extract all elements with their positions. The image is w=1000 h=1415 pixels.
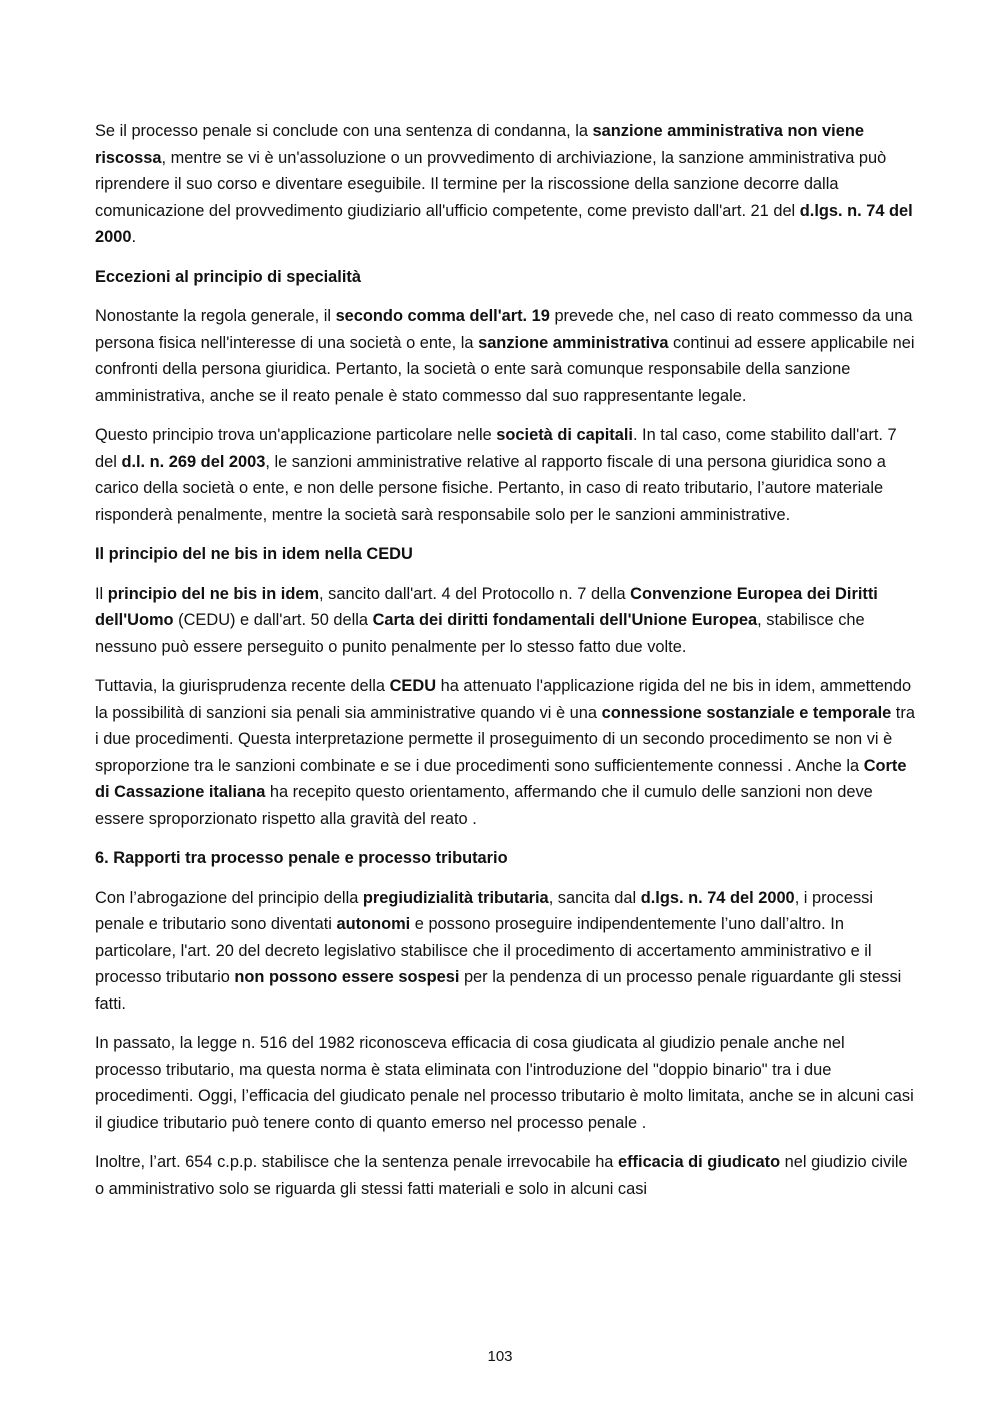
bold-text: principio del ne bis in idem xyxy=(107,584,320,603)
text-span: Inoltre, l’art. 654 c.p.p. stabilisce che la sentenza penale irrevocabile ha xyxy=(95,1153,618,1171)
text-span: In passato, la legge n. 516 del 1982 riconosceva efficacia di cosa giudicata al giudizio penale anche nel processo tributario, ma questa norma è stata eliminata con l'introduzione del "doppio binario" tra i due procedimenti. Oggi, l’efficacia del giudicato penale nel processo tributario è molto limitata, anche se in alcuni casi il giudice tributario può tenere conto di quanto emerso nel processo penale . xyxy=(95,1034,914,1132)
bold-text: autonomi xyxy=(336,915,411,933)
text-span: ha attenuato l'applicazione rigida del ne bis in idem, ammettendo la possibilità di sanzioni sia penali sia amministrative quando vi è una xyxy=(95,677,912,722)
text-span: Se il processo penale si conclude con una sentenza di condanna, la xyxy=(95,122,593,140)
text-span: , stabilisce che nessuno può essere perseguito o punito penalmente per lo stesso fatto due volte. xyxy=(95,611,865,656)
text-span: e possono proseguire indipendentemente l’uno dall’altro. In particolare, l'art. 20 del decreto legislativo stabilisce che il procedimento di accertamento amministrativo e il processo tributario xyxy=(95,915,872,986)
text-span: prevede che, nel caso di reato commesso da una persona fisica nell'interesse di una società o ente, la xyxy=(95,307,913,352)
bold-text: d.lgs. n. 74 del 2000 xyxy=(640,888,795,907)
bold-text: secondo comma dell'art. 19 xyxy=(335,307,550,325)
bold-text: Carta dei diritti fondamentali dell'Unione Europea xyxy=(372,611,758,629)
text-span: , sancita dal xyxy=(548,888,641,907)
text-span: tra i due procedimenti. Questa interpretazione permette il proseguimento di un secondo procedimento se non vi è sproporzione tra le sanzioni combinate e se i due procedimenti sono sufficientemente connessi . Anche la xyxy=(95,703,915,775)
text-span: Il principio del ne bis in idem nella CEDU xyxy=(95,545,413,563)
body-paragraph xyxy=(95,1149,915,1202)
text-span: , le sanzioni amministrative relative al rapporto fiscale di una persona giuridica sono a carico della società o ente, e non delle persone fisiche. Pertanto, in caso di reato tributario, l’autore materiale risponderà penalmente, mentre la società sarà responsabile solo per le sanzioni amministrative. xyxy=(95,452,886,524)
text-span: nel giudizio civile o amministrativo solo se riguarda gli stessi fatti materiali e solo in alcuni casi xyxy=(95,1153,908,1198)
bold-text: Corte di Cassazione italiana xyxy=(95,756,907,801)
bold-text: d.lgs. n. 74 del 2000 xyxy=(95,201,913,246)
text-span: ha recepito questo orientamento, affermando che il cumulo delle sanzioni non deve essere sproporzionato rispetto alla gravità del reato . xyxy=(95,783,873,828)
text-span: , i processi penale e tributario sono diventati xyxy=(95,888,874,933)
bold-text: società di capitali xyxy=(496,426,633,444)
text-span: Nonostante la regola generale, il xyxy=(95,307,336,325)
body-paragraph xyxy=(95,673,915,832)
text-span: Questo principio trova un'applicazione particolare nelle xyxy=(95,426,497,444)
text-span: Eccezioni al principio di specialità xyxy=(95,267,361,286)
text-span: , sancito dall'art. 4 del Protocollo n. 7 della xyxy=(319,584,631,603)
body-paragraph xyxy=(95,422,915,528)
body-paragraph xyxy=(95,885,915,1018)
bold-text: Convenzione Europea dei Diritti dell'Uomo xyxy=(95,584,878,629)
text-span: . In tal caso, come stabilito dall'art. 7 del xyxy=(95,426,897,471)
bold-text: CEDU xyxy=(389,677,437,695)
bold-text: efficacia di giudicato xyxy=(617,1153,781,1171)
body-paragraph xyxy=(95,1030,915,1136)
text-span: . xyxy=(131,228,137,246)
body-paragraph xyxy=(95,303,915,409)
bold-text: sanzione amministrativa xyxy=(478,333,669,352)
body-paragraph xyxy=(95,118,915,251)
text-span: , mentre se vi è un'assoluzione o un provvedimento di archiviazione, la sanzione amministrativa può riprendere il suo corso e diventare eseguibile. Il termine per la riscossione della sanzione decorre dalla comunicazione del provvedimento giudiziario all'ufficio competente, come previsto dall'art. 21 del xyxy=(95,148,887,220)
bold-text: non possono essere sospesi xyxy=(234,968,460,986)
bold-text: connessione sostanziale e temporale xyxy=(601,703,892,722)
text-span: 6. Rapporti tra processo penale e processo tributario xyxy=(95,849,508,867)
section-heading xyxy=(95,541,915,568)
section-heading xyxy=(95,845,915,872)
text-span: continui ad essere applicabile nei confronti della persona giuridica. Pertanto, la società o ente sarà comunque responsabile della sanzione amministrativa, anche se il reato penale è stato commesso dal suo rappresentante legale. xyxy=(95,333,915,405)
section-heading xyxy=(95,264,915,291)
document-page xyxy=(95,118,915,1215)
bold-text: sanzione amministrativa non viene riscossa xyxy=(95,122,864,167)
bold-text: d.l. n. 269 del 2003 xyxy=(121,452,266,471)
body-paragraph xyxy=(95,581,915,661)
text-span: Tuttavia, la giurisprudenza recente della xyxy=(95,677,390,695)
text-span: per la pendenza di un processo penale riguardante gli stessi fatti. xyxy=(95,968,902,1013)
text-span: Il xyxy=(95,584,108,603)
text-span: Con l’abrogazione del principio della xyxy=(95,888,363,907)
text-span: (CEDU) e dall'art. 50 della xyxy=(173,611,373,629)
bold-text: pregiudizialità tributaria xyxy=(362,888,549,907)
page-number: 103 xyxy=(487,1348,513,1365)
